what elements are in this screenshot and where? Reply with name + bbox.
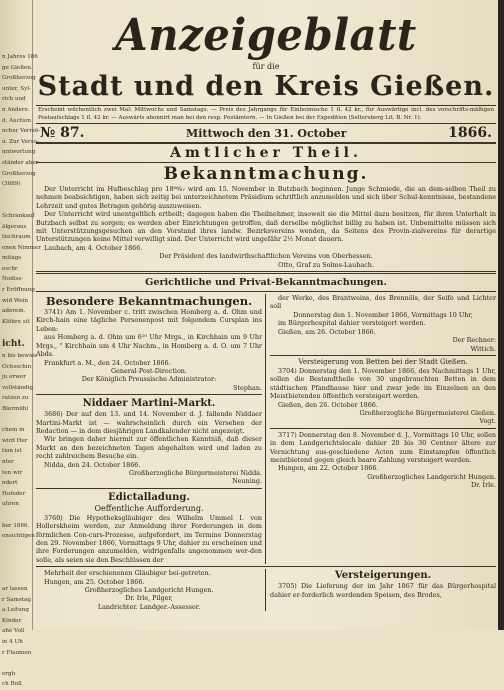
gutter-line: wird Her [2, 437, 28, 444]
market-heading: Niddaer Martini-Markt. [82, 398, 216, 410]
masthead-title: Anzeigeblatt [115, 10, 417, 61]
official-notice-signature: Otto, Graf zu Solms-Laubach. [278, 260, 374, 269]
gutter-line [2, 552, 32, 563]
right-column [270, 294, 496, 564]
edict-subheading: Oeffentliche Aufforderung. [94, 503, 204, 513]
gutter-line: r Samstag [2, 596, 31, 603]
hospital-signatory: Der Rechner: [452, 336, 496, 345]
gutter-line: ar lassen [2, 586, 28, 593]
auctions-heading: Versteigerungen. [334, 570, 432, 582]
official-notice-signatory: Der Präsident des landwirthschaftlichen Vereins von Oberhessen. [159, 252, 373, 261]
post-signatory-title: Der Königlich Preussische Administrator: [81, 375, 217, 384]
auction-notice: 3705) Die Lieferung der im Jahr 1867 für das Bürgerhospital dahier er-forderlich werdenden Speisen, des Brodes, [270, 582, 496, 599]
market-signature: Neuning. [232, 477, 262, 486]
gutter-line [2, 563, 32, 574]
gutter-line: nntwortung [2, 149, 36, 156]
masthead-subtitle: Stadt und den Kreis Gießen. [37, 71, 495, 102]
gutter-line: ber 1866. [2, 522, 30, 529]
hospital-notice-place: Gießen, am 26. October 1866. [278, 327, 376, 336]
special-notices-heading: Besondere Bekanntmachungen. [45, 294, 253, 309]
gutter-line: chem in [2, 427, 25, 434]
gutter-line: n bis bewies [2, 353, 38, 360]
gutter-line: a Leitung [2, 607, 29, 614]
post-schedule: aus Homberg a. d. Ohm um 6¹⁰ Uhr Mrgs., in Kirchhain um 9 Uhr Mrgs., " Kirchhain um 4 Uhr Nachm., in Homberg a. d. O. um 7 Uhr Abds. [36, 333, 262, 359]
issue-year: 1866. [448, 125, 492, 141]
gutter-line: u. Zur Verso- [2, 138, 39, 145]
official-section-header: Amtlicher Theil. [36, 144, 496, 163]
hospital-auction-place: im Bürgerhospital dahier versteigert werden. [278, 319, 426, 328]
gutter-line: in 4 Uh [2, 639, 23, 646]
post-notice-place: Frankfurt a. M., den 24. October 1866. [44, 358, 171, 367]
gutter-line: älgeraus [2, 223, 27, 230]
gutter-line: r Flaumen [2, 649, 32, 656]
gutter-line: ch Roll [2, 681, 22, 688]
beds-notice: 3704) Donnerstag den 1. November 1866, des Nachmittags 1 Uhr, sollen die Bestandtheile von 30 ungebrauchten Betten in dem städtischen Pfandhause hier und zwar jede im Einzelnen an den Meistbietenden öffentlich versteigert werden. [270, 366, 496, 401]
masthead [36, 10, 496, 124]
official-notice-body: Der Unterricht im Hufbeschlag pro 18⁶⁶⁄₆₇ wird am 15. November in Butzbach beginnen. Junge Schmiede, die an dem-selben Theil zu nehmen beabsichtigen, haben sich zeitig bei unterzeichnetem Präsidium schriftlich anzumelden und sich über Schul-kenntnisse, bestandene Lehrzeit und gutes Betragen gehörig auszuweisen. [36, 185, 496, 210]
gutter-line: ensichtigen [2, 533, 35, 540]
market-place: Nidda, den 24. October 1866. [44, 460, 141, 469]
gutter-line: n Andere. [2, 106, 30, 113]
edict-place: Hungen, am 25. October 1866. [44, 577, 145, 586]
gutter-line: eschr [2, 265, 18, 272]
gutter-line: r Eröffnung [2, 287, 35, 294]
gutter-line: aderein. [2, 308, 26, 315]
gutter-line: ncher Vermö- [2, 128, 41, 135]
official-notice-title: Bekanntmachung. [163, 164, 369, 184]
gutter-line: rich und [2, 96, 26, 103]
gutter-line: vollständig [2, 384, 34, 391]
gutter-line: ratzen zu [2, 395, 29, 402]
edict-notice: 3760) Die Hypotheksgläubiger des Wilhelm Ummel I. von Hollerskheim werden, zur Anmeldung ihrer Forderungen in dem förmlichen Con-curs-Prozesse, aufgefordert, im Termine Donnerstag den 29. November 1866, Vormittags 9 Uhr, dahier zu erscheinen und ihre Forderungen anzumelden, widrigenfalls angenommen wer-den solle, als seien sie den Beschlüssen der [36, 513, 262, 564]
gutter-line: Biermühl [2, 406, 29, 412]
gutter-line: uhren [2, 501, 19, 508]
gutter-line: unter, Syl- [2, 85, 32, 92]
gutter-line: ju erwer [2, 374, 26, 381]
official-notice-body-2: Der Unterricht wird unentgeltlich ertheilt; dagegen haben die Theilnehmer, insoweit sie die Mittel dazu besitzen, für ihren Unterhalt in Butzbach selbst zu sorgen; es werden aber Einrichtungen getroffen, daß derselbe möglichst billig zu haben ist. Unbemittelte müssen sich mit Unterstützungsgesuchen an den Vorstand ihres landw. Bezirksvereins wenden, da Seitens des Provin-zialvereins für derartige Unterstützungen keine Mittel verwilligt sind. Der Unterricht wird ungefähr 2½ Monat dauern. [36, 210, 496, 244]
newspaper-sheet [36, 4, 496, 628]
gutter-line [2, 415, 32, 426]
edict-signature-titles: Landrichter. Landger.-Assessor. [97, 602, 201, 611]
gutter-line: Großherzog [2, 170, 36, 177]
gutter-line: ten wir [2, 469, 23, 476]
edict-signatory: Großherzogliches Landgericht Hungen. [84, 586, 214, 595]
gutter-line: Kinder [2, 617, 22, 624]
gutter-line: ergh [2, 670, 16, 677]
gutter-line: n Jahres 186 [2, 54, 38, 60]
post-signatory: General-Post-Direction. [111, 366, 187, 375]
page-edge [498, 0, 504, 630]
beds-place: Gießen, den 26. October 1866. [278, 400, 378, 409]
market-notice: 3686) Der auf den 13. und 14. November d. J. fallende Niddaer Martini-Markt ist — wahrscheinlich durch ein Versehen der Redaction — in dem diesjährigen Landkalender nicht angezeigt. [36, 410, 262, 435]
gutter-line [2, 200, 32, 211]
gutter-line: tischraum [2, 234, 31, 241]
beds-signature: Vogt. [479, 417, 496, 426]
edict-heading: Edictalladung. [108, 491, 190, 503]
court-files-signatory: Großherzogliches Landgericht Hungen. [367, 472, 496, 481]
gutter-line: tion ist [2, 448, 22, 455]
gutter-line [2, 190, 32, 201]
gutter-line: nter [2, 458, 14, 465]
gutter-line: enen Nimmer [2, 244, 41, 251]
gutter-line [2, 510, 32, 521]
market-notice-2: Wir bringen daher hiermit zur öffentlichen Kenntniß, daß dieser Markt an den bezeichneten Tagen abgehalten wird und laden zu recht zahlreichem Besuche ein. [36, 435, 262, 461]
beds-heading: Versteigerung von Betten bei der Stadt Gießen. [298, 357, 468, 366]
hospital-signature: Wittich. [470, 344, 496, 353]
gutter-line [2, 327, 32, 338]
gutter-line: ndert [2, 480, 18, 487]
gutter-line: Schrankauf [2, 212, 35, 219]
gutter-line: Nodiss- [2, 276, 24, 283]
left-column [36, 294, 266, 564]
left-binding-gutter [0, 0, 41, 688]
gutter-line: ahe Voll [2, 628, 25, 635]
edict-signature: Dr. Irle, Pilger, [125, 594, 173, 603]
issue-date: Mittwoch den 31. October [186, 127, 347, 140]
hospital-supply-notice: der Werke, des Brantweins, des Brennöls, der Seife und Lichter soll [270, 294, 496, 311]
gutter-line: Ochsschin [2, 363, 32, 370]
gutter-line: (3689) [2, 181, 21, 188]
court-files-notice: 3717) Donnerstag den 8. November d. J., Vormittags 10 Uhr, sollen in dem Landgerichtslocale dahier 20 bis 30 Centner ältere zur Vernichtung aus-geschiedene Acten zum Einstampfen öffentlich meistbietend gegen gleich baare Zahlung versteigert werden. [270, 430, 496, 464]
masthead-fuer: für die [252, 62, 280, 71]
gutter-line: wid Wein [2, 297, 28, 304]
official-notice-place: Laubach, am 4. October 1866. [44, 243, 143, 252]
market-signatory: Großherzogliche Bürgermeisterei Nidda. [128, 468, 262, 477]
gutter-line: Klöhre sit [2, 318, 30, 325]
post-notice: 3741) Am 1. November c. tritt zwischen Homberg a. d. Ohm und Kirch-hain eine tägliche Personenpost mit folgendem Cursplan ins Leben: [36, 308, 262, 333]
notice-columns [36, 294, 496, 564]
court-files-place: Hungen, am 22. October 1866. [278, 464, 379, 473]
gutter-line: ge Gießen. [2, 64, 33, 71]
issue-bar [36, 124, 496, 144]
bottom-columns [36, 569, 496, 611]
gutter-line: ständer aber [2, 159, 39, 166]
subscription-info: Erscheint wöchentlich zwei Mal: Mittwochs und Samstags. — Preis des Jahrgangs für Einheimische 1 fl. 42 kr., für Auswärtige incl. des vorschrifts-mäßigen Postaufschlags 1 fl. 42 kr. — Auswärts abonnirt man bei den resp. Postämtern. — In Gießen bei der Expedition (Seltersberg Lit. B. Nr. 1). [36, 105, 496, 124]
edict-conclusion: Mehrheit der erschienenen Gläubiger bei-getreten. [44, 569, 211, 578]
gutter-line [2, 542, 32, 553]
gutter-line: mitags [2, 255, 22, 262]
gutter-line: icht. [2, 339, 25, 350]
hospital-auction-date: Donnerstag den 1. November 1866, Vormittags 10 Uhr, [293, 310, 473, 319]
beds-signatory: Großherzogliche Bürgermeisterei Gießen. [359, 408, 496, 417]
gutter-line: d. Auction [2, 117, 31, 124]
gutter-line: Hofoder [2, 490, 26, 497]
post-signature: Stephan. [233, 383, 262, 392]
court-section-header: Gerichtliche und Privat-Bekanntmachungen. [145, 277, 387, 289]
issue-number: № 87. [40, 125, 85, 141]
gutter-line [2, 574, 32, 585]
court-files-signature: Dr. Irle. [471, 481, 496, 490]
gutter-line [2, 658, 32, 669]
gutter-line: Großherzog [2, 75, 36, 82]
